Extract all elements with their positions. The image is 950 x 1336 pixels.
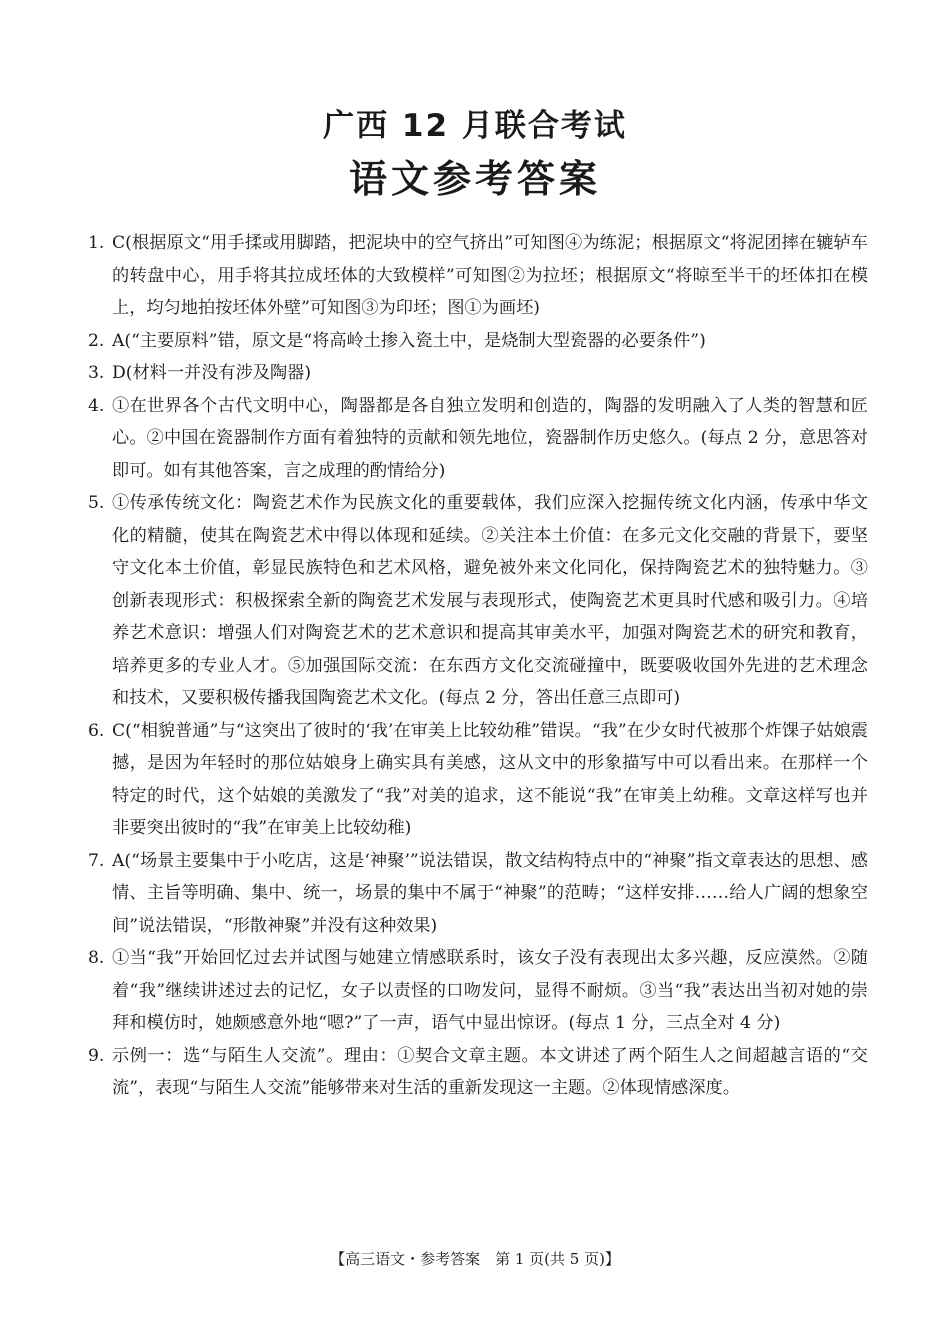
answer-text: D(材料一并没有涉及陶器) — [112, 363, 312, 383]
page-footer: 【高三语文・参考答案 第 1 页(共 5 页)】 — [330, 1250, 620, 1268]
answer-number: 8. — [88, 948, 105, 968]
answer-text: ①在世界各个古代文明中心，陶器都是各自独立发明和创造的，陶器的发明融入了人类的智慧和匠心。②中国在瓷器制作方面有着独特的贡献和领先地位，瓷器制作历史悠久。(每点 2 分，意思答对即可。如有其他答案，言之成理的酌情给分) — [112, 395, 868, 481]
answer-text: ①传承传统文化：陶瓷艺术作为民族文化的重要载体，我们应深入挖掘传统文化内涵，传承中华文化的精髓，使其在陶瓷艺术中得以体现和延续。②关注本土价值：在多元文化交融的背景下，要坚守文化本土价值，彰显民族特色和艺术风格，避免被外来文化同化，保持陶瓷艺术的独特魅力。③创新表现形式：积极探索全新的陶瓷艺术发展与表现形式，使陶瓷艺术更具时代感和吸引力。④培养艺术意识：增强人们对陶瓷艺术的艺术意识和提高其审美水平，加强对陶瓷艺术的研究和教育，培养更多的专业人才。⑤加强国际交流：在东西方文化交流碰撞中，既要吸收国外先进的艺术理念和技术，又要积极传播我国陶瓷艺术文化。(每点 2 分，答出任意三点即可) — [112, 493, 868, 708]
answer-item-8 — [88, 942, 868, 1040]
answer-text: ①当“我”开始回忆过去并试图与她建立情感联系时，该女子没有表现出太多兴趣，反应漠然。②随着“我”继续讲述过去的记忆，女子以责怪的口吻发问，显得不耐烦。③当“我”表达出当初对她的崇拜和模仿时，她颇感意外地“嗯?”了一声，语气中显出惊讶。(每点 1 分，三点全对 4 分) — [112, 948, 868, 1033]
answer-number: 2. — [88, 330, 105, 351]
answer-item-5 — [88, 487, 868, 715]
answer-number: 7. — [88, 850, 105, 871]
answer-item-3 — [88, 357, 868, 390]
answer-text: 示例一：选“与陌生人交流”。理由：①契合文章主题。本文讲述了两个陌生人之间超越言语的“交流”，表现“与陌生人交流”能够带来对生活的重新发现这一主题。②体现情感深度。 — [112, 1045, 868, 1098]
answer-item-2 — [88, 325, 868, 358]
answer-number: 4. — [88, 395, 105, 416]
answer-number: 1. — [88, 233, 105, 253]
answer-text: A(“主要原料”错，原文是“将高岭土掺入瓷土中，是烧制大型瓷器的必要条件”) — [112, 330, 706, 351]
answer-text: C(“相貌普通”与“这突出了彼时的‘我’在审美上比较幼稚”错误。“我”在少女时代被那个炸馃子姑娘震撼，是因为年轻时的那位姑娘身上确实具有美感，这从文中的形象描写中可以看出来。在那样一个特定的时代，这个姑娘的美激发了“我”对美的追求，这不能说“我”在审美上幼稚。文章这样写也并非要突出彼时的“我”在审美上比较幼稚) — [112, 720, 868, 838]
answer-item-6 — [88, 715, 868, 845]
answer-text: C(根据原文“用手揉或用脚踏，把泥块中的空气挤出”可知图④为练泥；根据原文“将泥团摔在辘轳车的转盘中心，用手将其拉成坯体的大致模样”可知图②为拉坯；根据原文“将晾至半干的坯体扣在模上，均匀地拍按坯体外壁”可知图③为印坯；图①为画坯) — [112, 233, 868, 318]
answer-key-title: 语文参考答案 — [348, 157, 601, 201]
answer-item-9 — [88, 1040, 868, 1105]
answer-number: 3. — [88, 363, 105, 383]
answer-item-4 — [88, 390, 868, 488]
answer-number: 6. — [88, 720, 105, 741]
answer-list — [88, 227, 868, 1105]
answer-text: A(“场景主要集中于小吃店，这是‘神聚’”说法错误，散文结构特点中的“神聚”指文章表达的思想、感情、主旨等明确、集中、统一，场景的集中不属于“神聚”的范畴；“这样安排……给人广阔的想象空间”说法错误，“形散神聚”并没有这种效果) — [112, 850, 868, 936]
answer-item-1 — [88, 227, 868, 325]
answer-item-7 — [88, 845, 868, 943]
answer-number: 5. — [88, 493, 105, 513]
answer-number: 9. — [88, 1045, 105, 1066]
exam-title: 广西 12 月联合考试 — [323, 108, 627, 144]
